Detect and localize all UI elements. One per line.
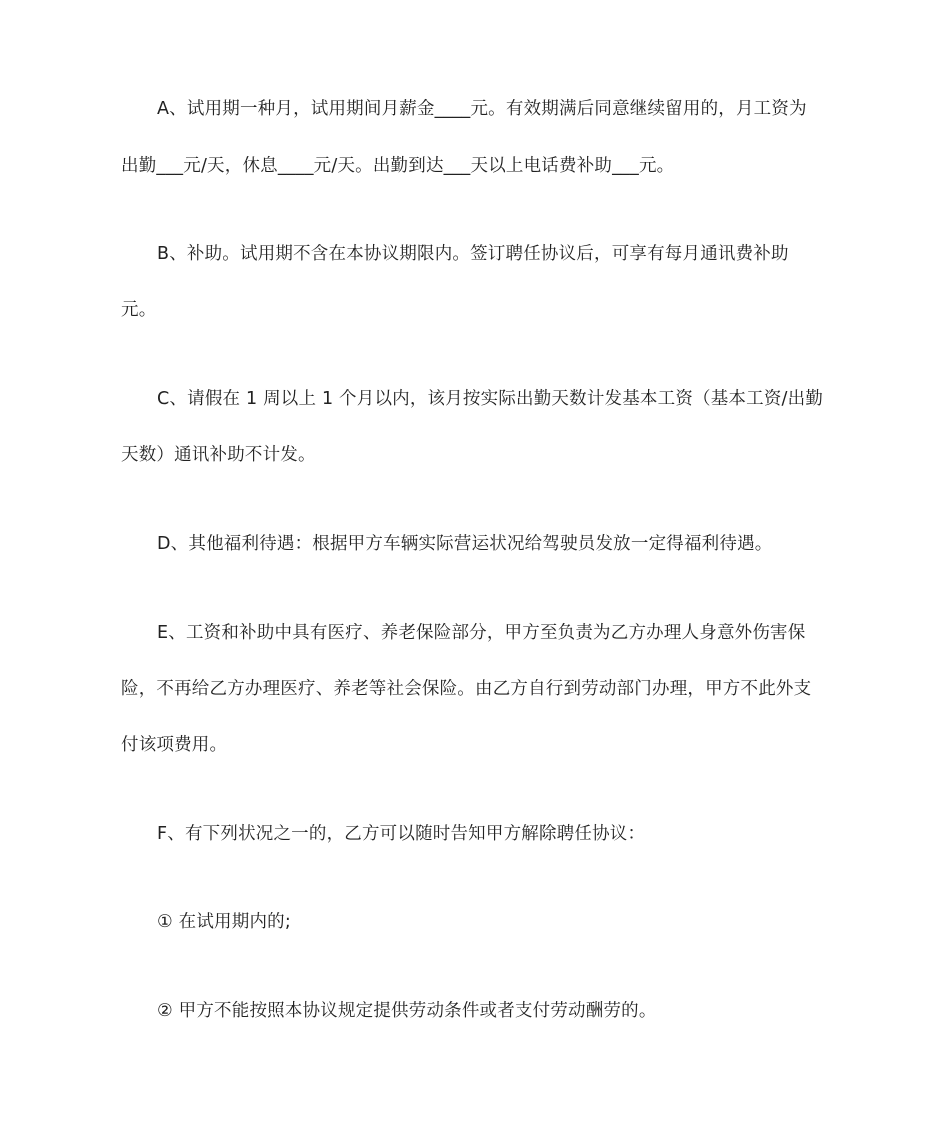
paragraph-e-line-3: 付该项费用。 [121, 735, 228, 755]
paragraph-a-line-2: 出勤___元/天，休息____元/天。出勤到达___天以上电话费补助___元。 [121, 156, 675, 176]
paragraph-f-line-1: F、有下列状况之一的，乙方可以随时告知甲方解除聘任协议： [157, 824, 646, 844]
paragraph-c-line-1: C、请假在 1 周以上 1 个月以内，该月按实际出勤天数计发基本工资（基本工资/出勤 [157, 389, 824, 409]
paragraph-b-line-2: 元。 [121, 300, 157, 320]
paragraph-a-line-1: A、试用期一种月，试用期间月薪金____元。有效期满后同意继续留用的，月工资为 [157, 99, 807, 119]
paragraph-e-line-1: E、工资和补助中具有医疗、养老保险部分，甲方至负责为乙方办理人身意外伤害保 [157, 623, 806, 643]
list-item-2: ② 甲方不能按照本协议规定提供劳动条件或者支付劳动酬劳的。 [157, 1001, 657, 1021]
paragraph-e-line-2: 险，不再给乙方办理医疗、养老等社会保险。由乙方自行到劳动部门办理，甲方不此外支 [121, 679, 812, 699]
paragraph-c-line-2: 天数）通讯补助不计发。 [121, 445, 316, 465]
paragraph-b-line-1: B、补助。试用期不含在本协议期限内。签订聘任协议后，可享有每月通讯费补助 [157, 244, 789, 264]
paragraph-d-line-1: D、其他福利待遇：根据甲方车辆实际营运状况给驾驶员发放一定得福利待遇。 [157, 534, 773, 554]
list-item-1: ① 在试用期内的; [157, 912, 291, 932]
